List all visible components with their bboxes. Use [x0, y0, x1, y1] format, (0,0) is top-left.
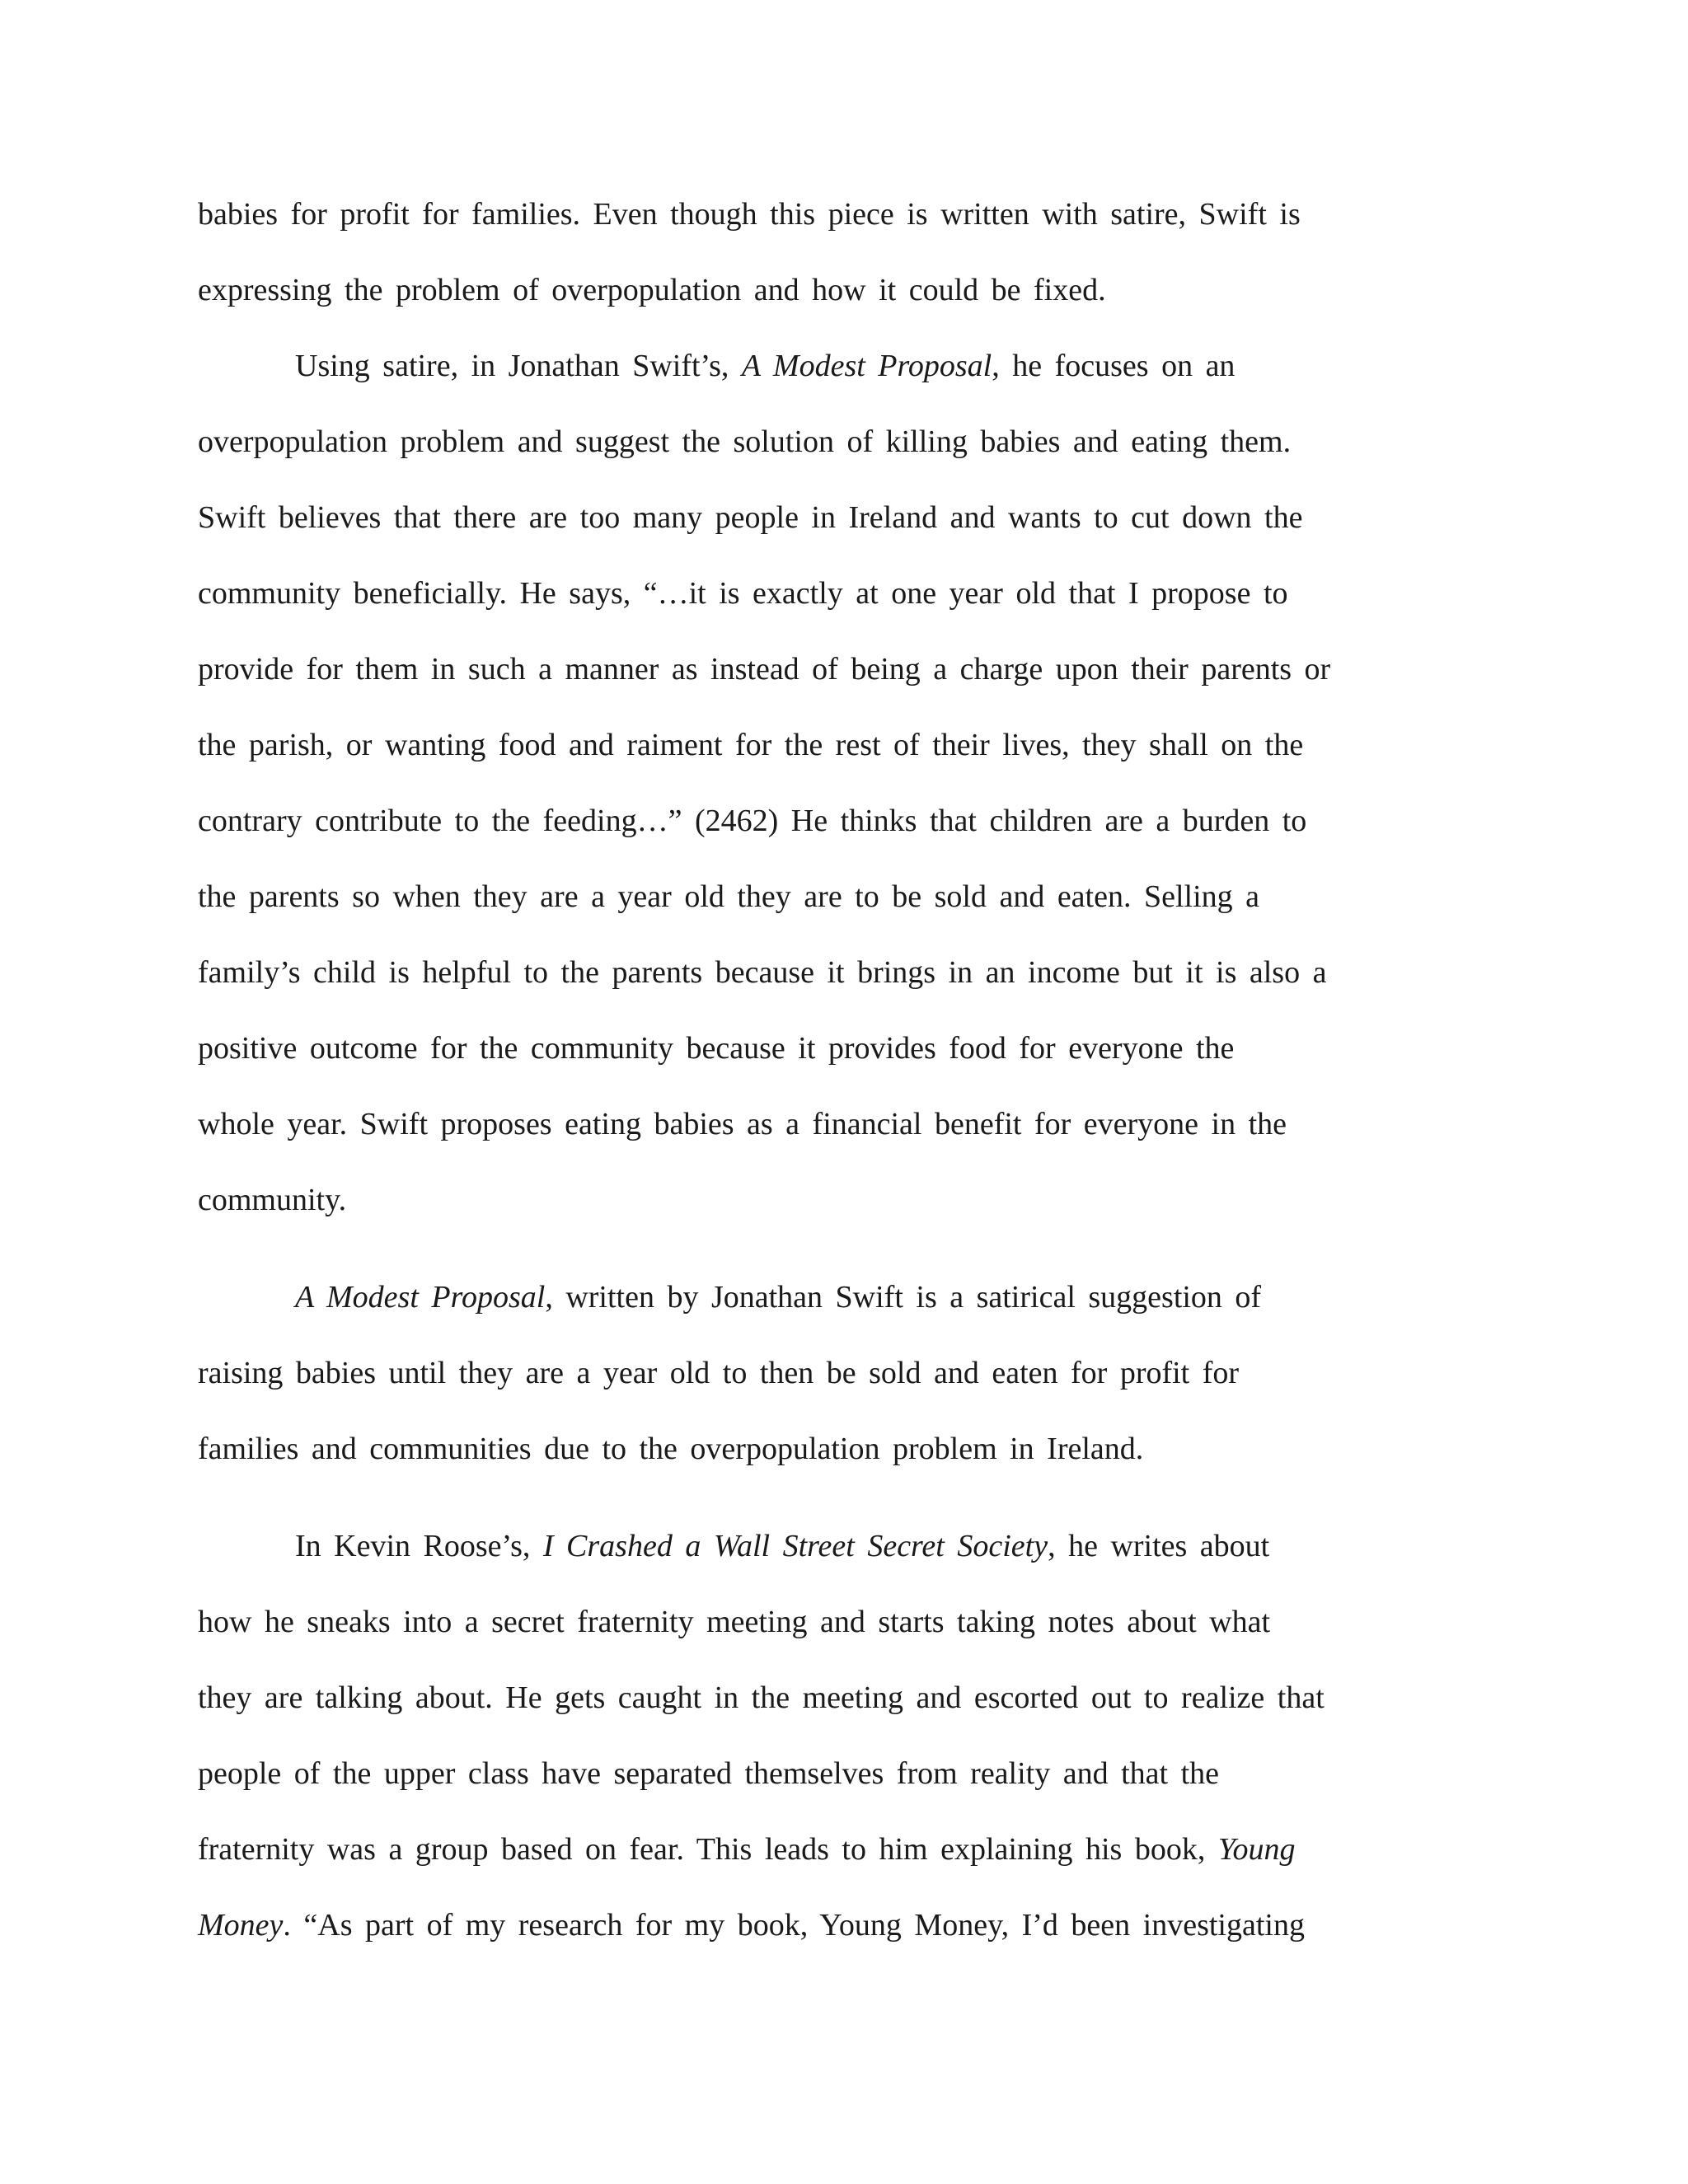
text-segment: families and communities due to the overpopulation problem in Ireland. — [198, 1432, 1144, 1466]
italic-title-text: I Crashed a Wall Street Secret Society — [542, 1529, 1048, 1563]
text-line — [198, 1821, 1492, 1896]
italic-title-text: Young — [1217, 1832, 1296, 1867]
text-line — [198, 261, 1492, 337]
text-segment: how he sneaks into a secret fraternity meeting and starts taking notes about what — [198, 1605, 1271, 1639]
text-segment: , he focuses on an — [992, 349, 1236, 383]
text-line — [198, 1669, 1492, 1745]
text-segment: Using satire, in Jonathan Swift’s, — [295, 349, 742, 383]
text-segment: contrary contribute to the feeding…” (2462) He thinks that children are a burden to — [198, 804, 1307, 838]
italic-title-text: A Modest Proposal — [295, 1280, 546, 1315]
text-segment: expressing the problem of overpopulation and how it could be fixed. — [198, 273, 1106, 307]
body-text — [198, 185, 1492, 1972]
text-line — [198, 565, 1492, 640]
text-line — [198, 640, 1492, 716]
text-segment: overpopulation problem and suggest the solution of killing babies and eating them. — [198, 424, 1292, 459]
text-line — [198, 1268, 1492, 1344]
text-segment: Swift believes that there are too many people in Ireland and wants to cut down the — [198, 500, 1303, 535]
text-line — [198, 944, 1492, 1019]
text-segment: fraternity was a group based on fear. This leads to him explaining his book, — [198, 1832, 1218, 1867]
text-segment: . “As part of my research for my book, Young Money, I’d been investigating — [283, 1908, 1305, 1943]
text-line — [198, 868, 1492, 944]
text-line — [198, 792, 1492, 868]
text-segment: people of the upper class have separated themselves from reality and that the — [198, 1756, 1219, 1791]
text-segment: whole year. Swift proposes eating babies as a financial benefit for everyone in the — [198, 1107, 1287, 1141]
text-segment: babies for profit for families. Even though this piece is written with satire, Swift is — [198, 197, 1301, 232]
italic-title-text: A Modest Proposal — [741, 349, 992, 383]
text-segment: the parish, or wanting food and raiment for the rest of their lives, they shall on the — [198, 728, 1304, 762]
text-segment: , written by Jonathan Swift is a satirical suggestion of — [545, 1280, 1262, 1315]
text-line — [198, 489, 1492, 565]
text-line — [198, 413, 1492, 489]
text-segment: raising babies until they are a year old to then be sold and eaten for profit for — [198, 1356, 1240, 1390]
text-segment: positive outcome for the community because it provides food for everyone the — [198, 1031, 1235, 1066]
text-line — [198, 1896, 1492, 1972]
text-line — [198, 1420, 1492, 1496]
text-line — [198, 185, 1492, 261]
text-line — [198, 1593, 1492, 1669]
text-line — [198, 1171, 1492, 1247]
text-line — [198, 337, 1492, 413]
text-segment: the parents so when they are a year old they are to be sold and eaten. Selling a — [198, 879, 1260, 914]
text-segment: community beneficially. He says, “…it is exactly at one year old that I propose to — [198, 576, 1288, 611]
text-line — [198, 1095, 1492, 1171]
text-segment: , he writes about — [1048, 1529, 1270, 1563]
text-segment: family’s child is helpful to the parents because it brings in an income but it is also a — [198, 955, 1327, 990]
text-line — [198, 1517, 1492, 1593]
italic-title-text: Money — [198, 1908, 284, 1943]
text-line — [198, 1019, 1492, 1095]
text-segment: provide for them in such a manner as instead of being a charge upon their parents or — [198, 652, 1331, 687]
text-segment: In Kevin Roose’s, — [295, 1529, 543, 1563]
text-segment: they are talking about. He gets caught in the meeting and escorted out to realize that — [198, 1680, 1325, 1715]
text-line — [198, 716, 1492, 792]
text-line — [198, 1745, 1492, 1821]
text-line — [198, 1344, 1492, 1420]
text-segment: community. — [198, 1183, 347, 1217]
